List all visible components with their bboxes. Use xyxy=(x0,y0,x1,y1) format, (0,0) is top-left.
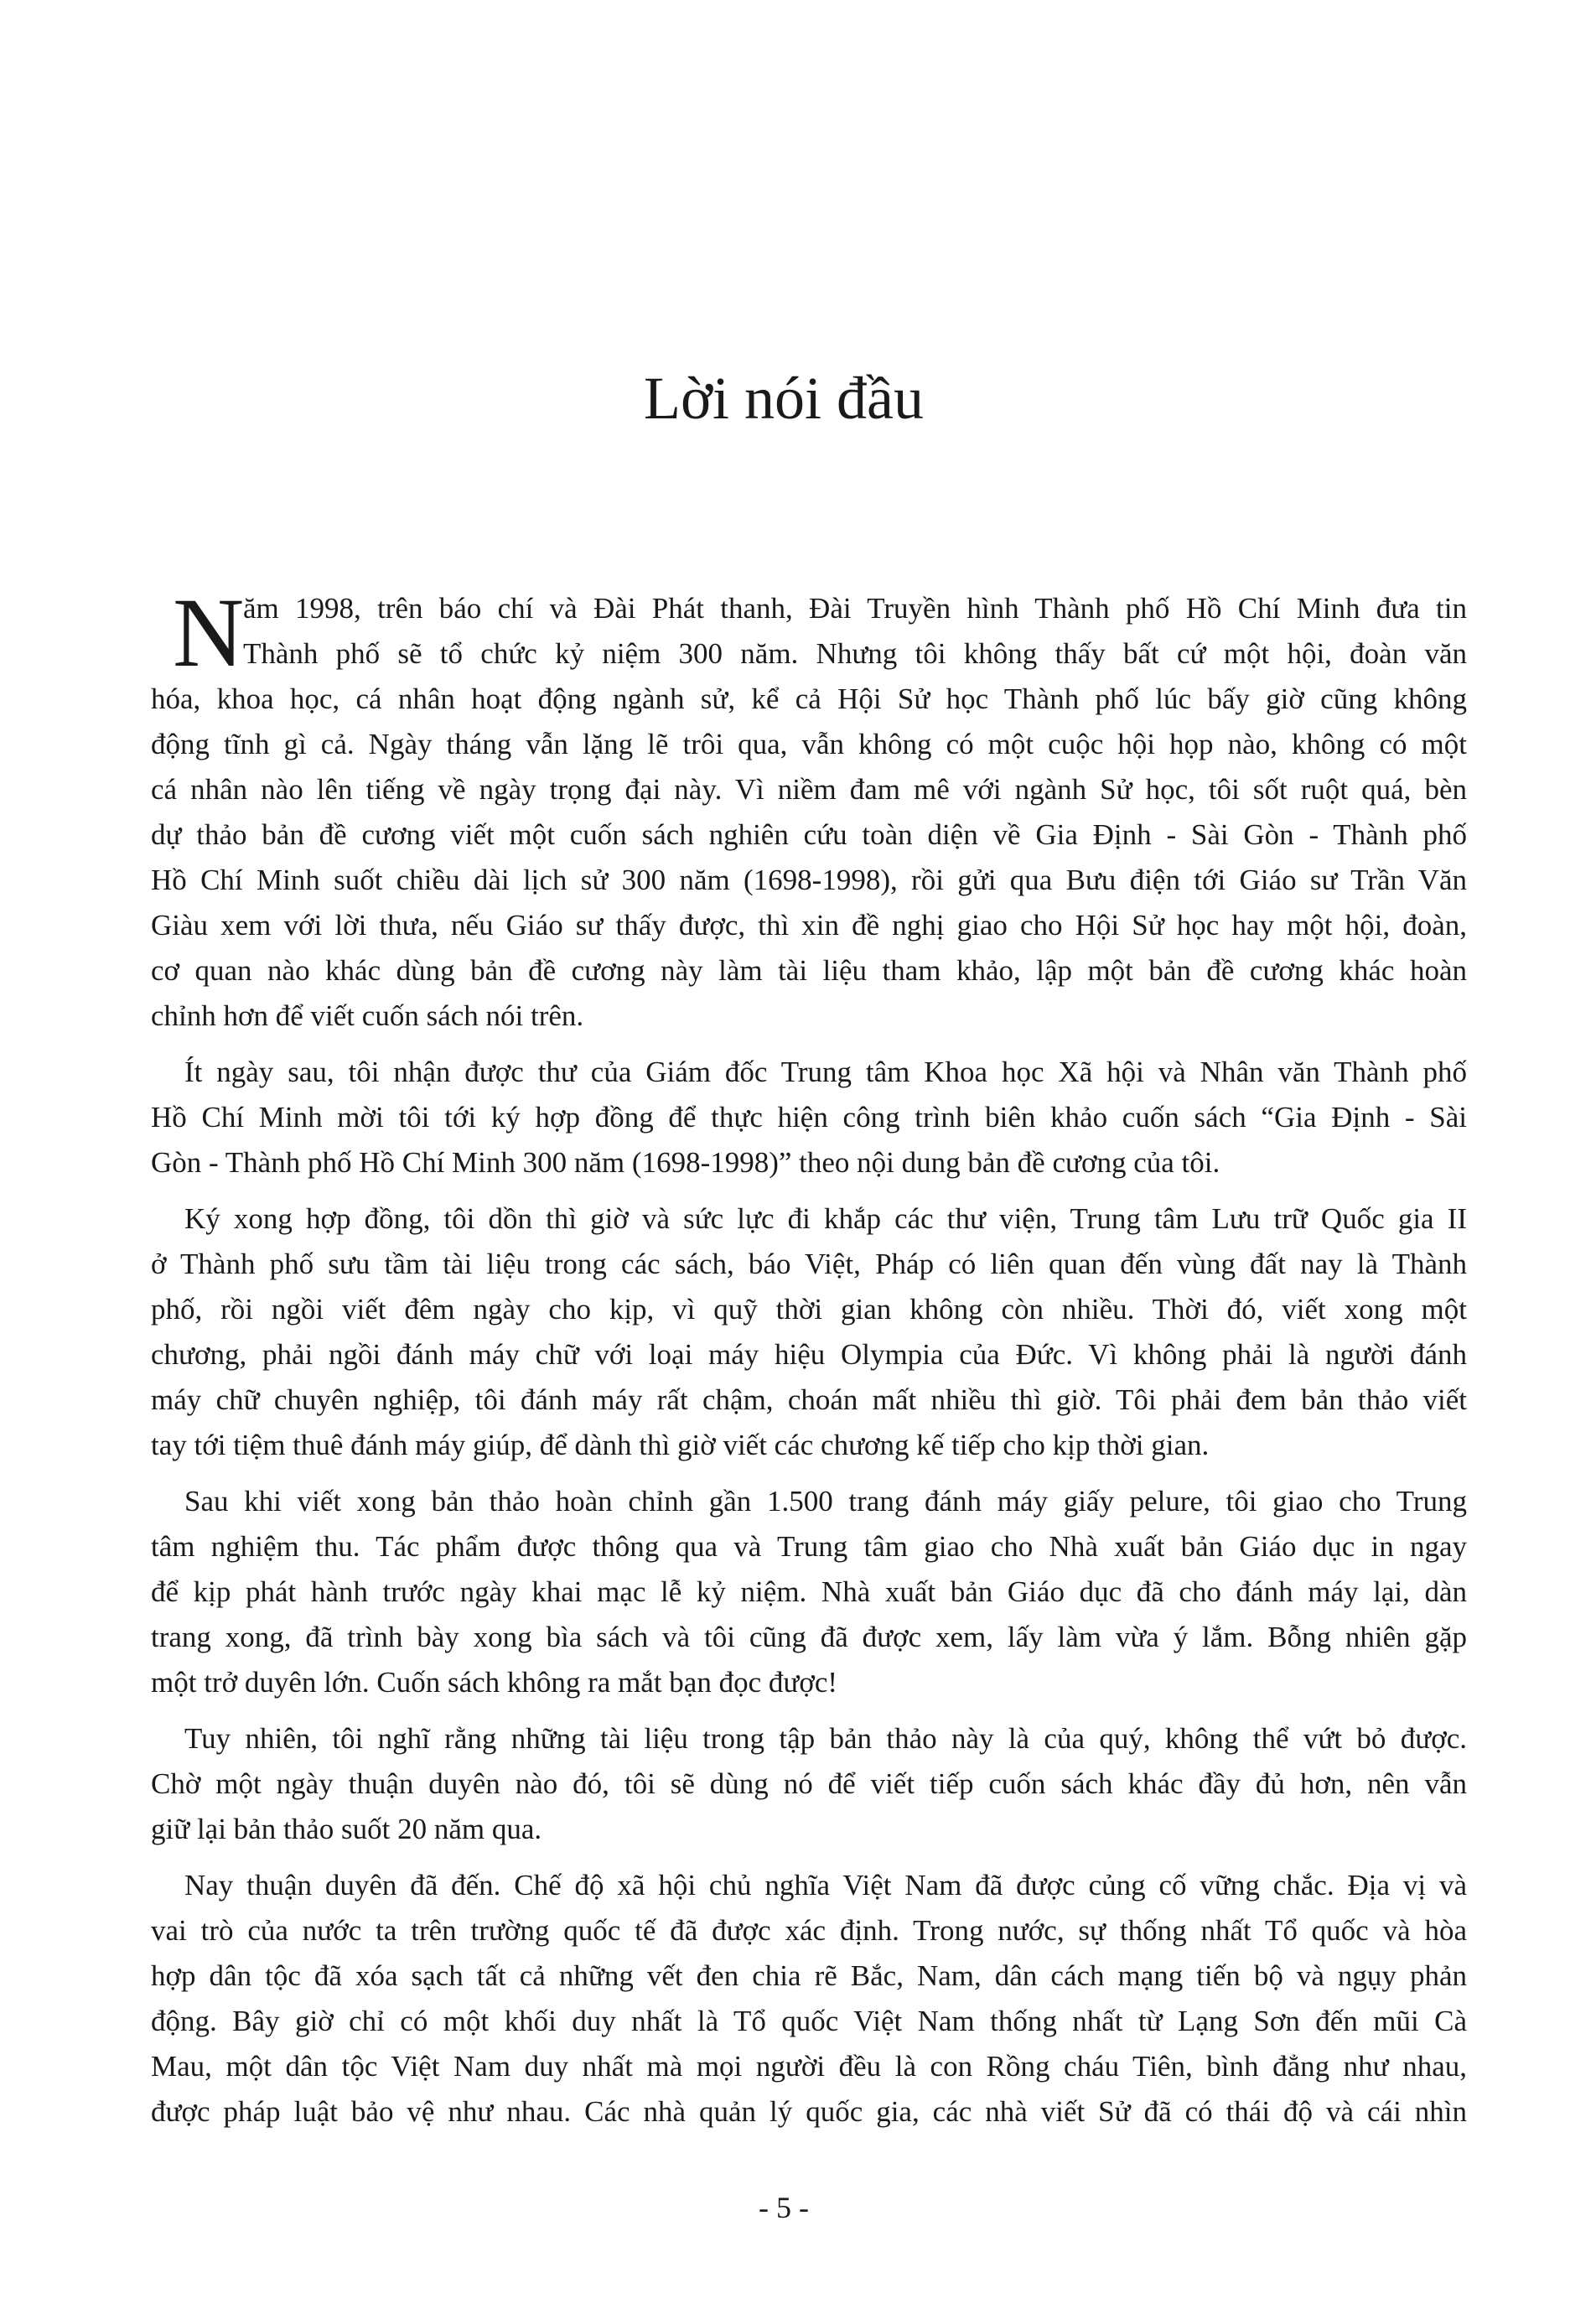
text-line: dự thảo bản đề cương viết một cuốn sách nghiên cứu toàn diện về Gia Định - Sài Gòn - Thành phố xyxy=(151,818,1467,851)
text-line: vai trò của nước ta trên trường quốc tế đã được xác định. Trong nước, sự thống nhất Tổ quốc và hòa xyxy=(151,1914,1467,1947)
text-line: Tuy nhiên, tôi nghĩ rằng những tài liệu trong tập bản thảo này là của quý, không thể vứt bỏ được. xyxy=(184,1722,1467,1755)
text-line: ăm 1998, trên báo chí và Đài Phát thanh, Đài Truyền hình Thành phố Hồ Chí Minh đưa tin xyxy=(243,592,1467,625)
text-line: Nay thuận duyên đã đến. Chế độ xã hội chủ nghĩa Việt Nam đã được củng cố vững chắc. Địa vị và xyxy=(184,1869,1467,1902)
text-line: tay tới tiệm thuê đánh máy giúp, để dành thì giờ viết các chương kế tiếp cho kịp thời gian. xyxy=(151,1429,1210,1461)
text-line: Mau, một dân tộc Việt Nam duy nhất mà mọi người đều là con Rồng cháu Tiên, bình đẳng như nhau, xyxy=(151,2050,1467,2083)
text-line: Gòn - Thành phố Hồ Chí Minh 300 năm (1698-1998)” theo nội dung bản đề cương của tôi. xyxy=(151,1146,1220,1179)
paragraph xyxy=(151,1479,1467,1705)
text-line: cơ quan nào khác dùng bản đề cương này làm tài liệu tham khảo, lập một bản đề cương khác hoàn xyxy=(151,954,1467,987)
text-line: hợp dân tộc đã xóa sạch tất cả những vết đen chia rẽ Bắc, Nam, dân cách mạng tiến bộ và ngụy phản xyxy=(151,1959,1467,1992)
text-line: Hồ Chí Minh mời tôi tới ký hợp đồng để thực hiện công trình biên khảo cuốn sách “Gia Định - Sài xyxy=(151,1101,1467,1134)
text-line: máy chữ chuyên nghiệp, tôi đánh máy rất chậm, choán mất nhiều thì giờ. Tôi phải đem bản thảo viết xyxy=(151,1383,1467,1416)
paragraph xyxy=(151,1196,1467,1468)
text-line: ở Thành phố sưu tầm tài liệu trong các sách, báo Việt, Pháp có liên quan đến vùng đất nay là Thành xyxy=(151,1248,1467,1280)
text-line: để kịp phát hành trước ngày khai mạc lễ kỷ niệm. Nhà xuất bản Giáo dục đã cho đánh máy lại, dàn xyxy=(151,1575,1467,1608)
text-line: Sau khi viết xong bản thảo hoàn chỉnh gần 1.500 trang đánh máy giấy pelure, tôi giao cho Trung xyxy=(184,1485,1467,1518)
text-line: phố, rồi ngồi viết đêm ngày cho kịp, vì quỹ thời gian không còn nhiều. Thời đó, viết xong một xyxy=(151,1293,1467,1326)
text-line: cá nhân nào lên tiếng về ngày trọng đại này. Vì niềm đam mê với ngành Sử học, tôi sốt ruột quá, bèn xyxy=(151,773,1467,806)
paragraph xyxy=(151,1863,1467,2135)
paragraph xyxy=(151,578,1467,1039)
text-line: Chờ một ngày thuận duyên nào đó, tôi sẽ dùng nó để viết tiếp cuốn sách khác đầy đủ hơn, nên vẫn xyxy=(151,1767,1467,1800)
page-number: - 5 - xyxy=(759,2191,809,2224)
text-line: tâm nghiệm thu. Tác phẩm được thông qua và Trung tâm giao cho Nhà xuất bản Giáo dục in ngay xyxy=(151,1530,1467,1563)
paragraph xyxy=(151,1716,1467,1852)
text-line: chỉnh hơn để viết cuốn sách nói trên. xyxy=(151,999,584,1032)
text-line: động tĩnh gì cả. Ngày tháng vẫn lặng lẽ trôi qua, vẫn không có một cuộc hội họp nào, không có một xyxy=(151,728,1467,760)
text-line: Ký xong hợp đồng, tôi dồn thì giờ và sức lực đi khắp các thư viện, Trung tâm Lưu trữ Quốc gia II xyxy=(184,1202,1467,1235)
paragraph xyxy=(151,1050,1467,1186)
text-line: trang xong, đã trình bày xong bìa sách và tôi cũng đã được xem, lấy làm vừa ý lắm. Bỗng nhiên gặp xyxy=(151,1621,1467,1653)
text-line: Thành phố sẽ tổ chức kỷ niệm 300 năm. Nhưng tôi không thấy bất cứ một hội, đoàn văn xyxy=(243,637,1467,670)
drop-cap: N xyxy=(173,578,245,687)
text-line: một trở duyên lớn. Cuốn sách không ra mắt bạn đọc được! xyxy=(151,1666,838,1699)
text-line: Giàu xem với lời thưa, nếu Giáo sư thấy được, thì xin đề nghị giao cho Hội Sử học hay một hội, đoàn, xyxy=(151,909,1467,942)
text-line: giữ lại bản thảo suốt 20 năm qua. xyxy=(151,1813,542,1845)
text-line: động. Bây giờ chỉ có một khối duy nhất là Tổ quốc Việt Nam thống nhất từ Lạng Sơn đến mũi Cà xyxy=(151,2005,1467,2037)
text-line: Ít ngày sau, tôi nhận được thư của Giám đốc Trung tâm Khoa học Xã hội và Nhân văn Thành phố xyxy=(184,1056,1467,1088)
text-line: chương, phải ngồi đánh máy chữ với loại máy hiệu Olympia của Đức. Vì không phải là người đánh xyxy=(151,1338,1467,1371)
text-line: hóa, khoa học, cá nhân hoạt động ngành sử, kể cả Hội Sử học Thành phố lúc bấy giờ cũng không xyxy=(151,682,1467,715)
text-line: Hồ Chí Minh suốt chiều dài lịch sử 300 năm (1698-1998), rồi gửi qua Bưu điện tới Giáo sư Trần Văn xyxy=(151,864,1467,896)
body-text xyxy=(151,578,1467,2145)
text-line: được pháp luật bảo vệ như nhau. Các nhà quản lý quốc gia, các nhà viết Sử đã có thái độ và cái nhìn xyxy=(151,2095,1467,2128)
page-title: Lời nói đầu xyxy=(643,365,925,432)
